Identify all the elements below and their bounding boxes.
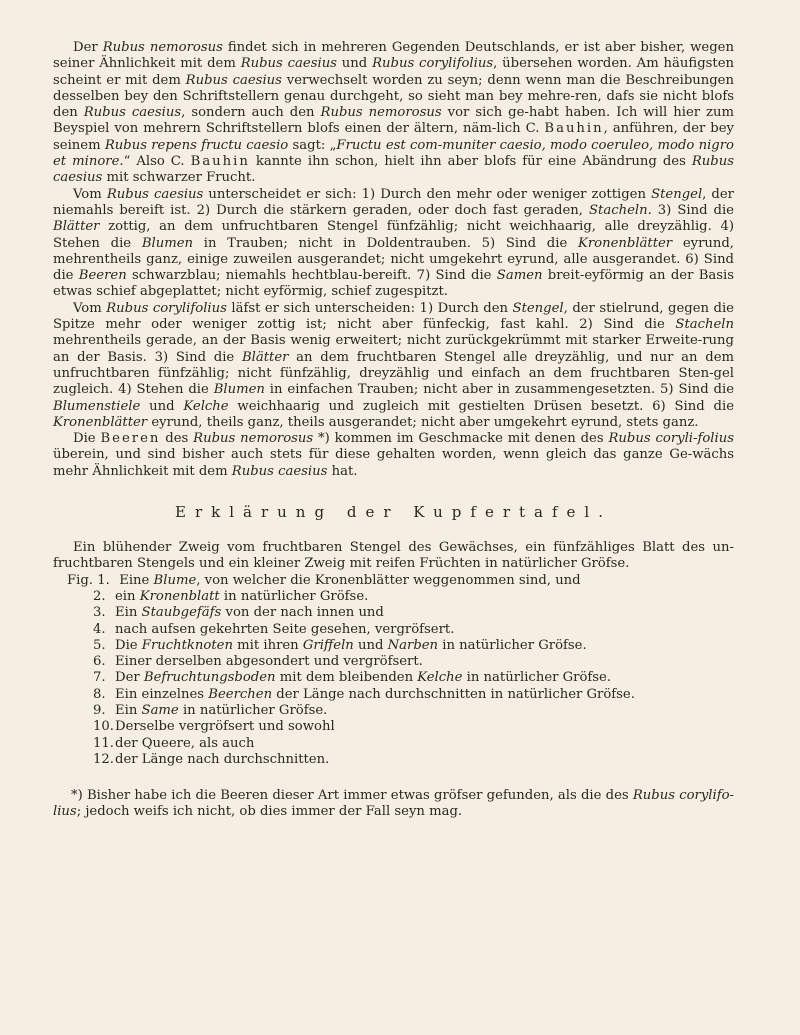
term: Griffeln [302,637,354,653]
author-name: Bauhin [190,154,250,170]
text: Eine [119,572,154,588]
text: weichhaarig und zugleich mit gestielten Drüsen besetzt. 6) Sind die [228,398,734,414]
figure-legend-item [93,670,734,686]
text: eyrund, mehrentheils ganz, einige zuweilen ausgerandet; nicht umgekehrt eyrund, alle ausgerandet. 6) Sind die [53,235,735,284]
text: Ein [115,605,142,621]
fig-label: Fig. [67,572,98,588]
text: mit dem bleibenden [275,670,418,686]
term: Kronenblätter [53,414,148,430]
text: , anführen, der bey seinem [53,121,735,153]
term: Kronenblätter [577,235,673,251]
figure-number: 6. [93,654,106,670]
figure-legend-list [53,573,734,769]
text: der Länge nach durchschnitten. [115,751,330,767]
text: , sondern auch den [181,105,321,121]
author-name: Bauhin [544,121,604,137]
figure-number: 5. [93,637,106,653]
figure-legend-item [93,605,734,621]
term: Beerchen [208,686,273,702]
text: Der [115,670,144,686]
paragraph-berries [53,431,734,480]
text: ein [115,588,140,604]
figure-number: 7. [93,670,106,686]
text: breit-eyförmig an der Basis etwas schief abgeplattet; nicht eyförmig, schief zugespitzt. [53,268,735,300]
text: der Queere, als auch [115,735,255,751]
text: kannte ihn schon, hielt ihn aber blofs für eine Abändrung des [249,154,692,170]
text: ; jedoch weifs ich nicht, ob dies immer der Fall seyn mag. [76,804,463,820]
term: Blume [153,572,197,588]
text: *) kommen im Geschmacke mit denen des [313,431,609,447]
species-name: Rubus nemorosus [193,431,314,447]
text: sagt: „ [288,137,337,153]
term: Stacheln [675,317,734,333]
text: Vom [73,186,107,202]
text: Derselbe vergröfsert und sowohl [115,719,335,735]
text: mit ihren [232,637,303,653]
term: Kelche [417,670,463,686]
term: Blätter [53,219,100,235]
text: an dem fruchtbaren Stengel alle dreyzählig, und nur an dem unfruchtbaren fünfzählig; nicht fünfzählig, dreyzählig und einfach an dem fruchtbaren Sten-gel zugleich. 4) Stehen die [53,349,734,398]
text: mehrentheils gerade, an der Basis wenig erweitert; nicht zurückgekrümmt mit starker Erweite-rung an der Basis. 3) Sind die [53,333,734,365]
term: Blumen [141,235,194,251]
species-name: Rubus corylifolius [106,300,227,316]
term: Fruchtknoten [141,637,233,653]
text: der Länge nach durchschnitten in natürlicher Gröfse. [272,686,635,702]
paragraph-vs-corylifolius [53,301,734,431]
paragraph-vs-caesius [53,187,734,301]
text: in natürlicher Gröfse. [438,637,587,653]
text: *) Bisher habe ich die Beeren dieser Art immer etwas gröfser gefunden, als die des [71,788,633,804]
text: Ein einzelnes [115,686,209,702]
term: Befruchtungsboden [143,670,276,686]
text: Der [73,40,103,55]
figure-legend-item [93,638,734,654]
figure-legend-item [67,573,734,589]
text: in natürlicher Gröfse. [462,670,612,686]
term: Samen [496,268,543,284]
text: läfst er sich unterscheiden: 1) Durch den [226,300,513,316]
figure-number: 3. [93,605,106,621]
term: Beeren [100,431,161,447]
species-name: Rubus caesius [185,72,282,88]
figure-number: 11. [93,735,114,751]
term: Kelche [183,398,229,414]
text: des [160,431,194,447]
text: unterscheidet er sich: 1) Durch den mehr oder weniger zottigen [203,186,652,202]
species-name: Rubus corylifolius [372,56,494,72]
text: findet sich in mehreren Gegenden Deutschlands, er ist aber bisher, wegen seiner Ähnlichkeit mit dem [53,40,734,72]
figure-legend-item [93,654,734,670]
species-name: Rubus coryli-folius [608,431,734,447]
text: in natürlicher Gröfse. [178,702,328,718]
figure-legend-item [93,719,734,735]
text: Vom [73,300,107,316]
term: Blumenstiele [53,398,141,414]
text: , übersehen worden. Am häufigsten scheint er mit dem [53,56,735,88]
text: . 3) Sind die [647,202,734,218]
species-name: Rubus nemorosus [320,105,442,121]
text: von der nach innen und [221,605,384,621]
species-name: Rubus caesius [83,105,182,121]
term: Staubgefäfs [141,605,222,621]
plate-heading: Erklärung der Kupfertafel. [175,503,612,522]
text: in Trauben; nicht in Doldentrauben. 5) Sind die [193,235,578,251]
figure-number: 12. [93,751,114,767]
text: , von welcher die Kronenblätter weggenommen sind, und [196,572,581,588]
text: in natürlicher Gröfse. [219,588,369,604]
term: Kronenblatt [139,588,220,604]
term: Blumen [213,382,265,398]
paragraph-intro [53,40,734,187]
figure-legend-item [93,622,734,638]
figure-number: 10. [93,719,114,735]
figure-number: 9. [93,702,106,718]
figure-legend-item [93,703,734,719]
figure-legend-item [93,589,734,605]
species-name: Rubus caesius [240,56,337,72]
figure-number: 2. [93,588,106,604]
term: Stengel [512,300,564,316]
figure-number: 4. [93,621,106,637]
text: “ Also C. [123,154,191,170]
footnote [53,788,734,821]
term: Stacheln [589,202,648,218]
text: verwechselt worden zu seyn; denn wenn man die Beschreibungen desselben bey den Schriftstellern genau durchgeht, so sieht man bey mehre-ren, dafs sie nicht blofs den [53,72,734,121]
figure-legend-item [93,687,734,703]
text: Die [115,637,142,653]
species-name: Rubus caesius [53,154,734,186]
term: Narben [387,637,439,653]
figure-number: 8. [93,686,106,702]
text: und [353,637,388,653]
text: mit schwarzer Frucht. [102,170,256,186]
term: Stengel [651,186,703,202]
plate-intro: Ein blühender Zweig vom fruchtbaren Stengel des Gewächses, ein fünfzähliges Blatt des un-fruchtbaren Stengels und ein kleiner Zweig mit reifen Früchten in natürlicher Gröfse. [53,540,734,572]
term: Blätter [241,349,289,365]
text: eyrund, theils ganz, theils ausgerandet; nicht aber umgekehrt eyrund, stets ganz. [147,414,699,430]
species-name: Rubus caesius [231,463,328,479]
figure-legend-item [93,736,734,752]
species-name: Rubus nemorosus [102,40,223,55]
term: Same [141,702,179,718]
term: Beeren [78,268,127,284]
species-name: Rubus repens fructu caesio [104,137,289,153]
figure-legend-item [93,752,734,768]
text: vor sich ge-habt haben. Ich will hier zum Beyspiel von mehrern Schriftstellern blofs einen der ältern, näm-lich C. [53,105,734,137]
species-name: Rubus caesius [106,186,204,202]
text: Die [73,431,101,447]
text: , der stielrund, gegen die Spitze mehr oder weniger zottig ist; nicht aber fünfeckig, fast kahl. 2) Sind die [53,300,734,333]
text: Einer derselben abgesondert und vergröfsert. [115,654,423,670]
species-name: Rubus corylifo-lius [53,788,734,820]
text: in einfachen Trauben; nicht aber in zusammengesetzten. 5) Sind die [264,382,735,398]
latin-quote: Fructu est com-muniter caesio, modo coeruleo, modo nigro et minore. [53,137,734,170]
text: überein, und sind bisher auch stets für diese gehalten worden, wenn gleich das ganze Ge-wächs mehr Ähnlichkeit mit dem [53,447,734,479]
text: schwarzblau; niemahls hechtblau-bereift. 7) Sind die [126,268,497,284]
text: Ein [115,702,142,718]
text: und [336,56,373,72]
text: hat. [327,463,358,479]
text: und [140,398,184,414]
text: nach aufsen gekehrten Seite gesehen, vergröfsert. [115,621,455,637]
text: zottig, an dem unfruchtbaren Stengel fünfzählig; nicht weichhaarig, alle dreyzählig. 4) Stehen die [53,219,734,251]
text: , der niemahls bereift ist. 2) Durch die stärkern geraden, oder doch fast geraden, [53,186,734,218]
figure-number: 1. [97,572,110,588]
